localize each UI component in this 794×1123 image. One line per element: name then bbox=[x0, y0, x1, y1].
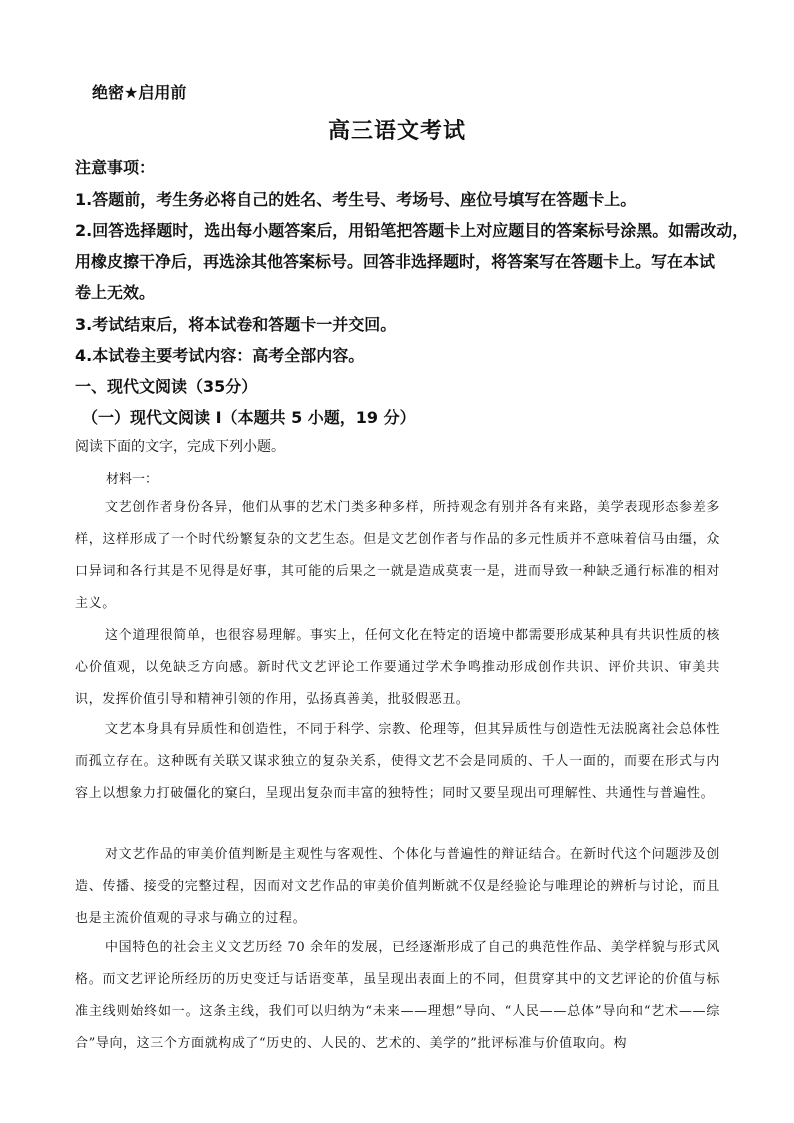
confidential-label: 绝密★启用前 bbox=[92, 83, 187, 102]
notice-heading: 注意事项： bbox=[75, 158, 156, 177]
material-paragraph-1: 文艺创作者身份各异，他们从事的艺术门类多种多样，所持观念有别并各有来路，美学表现形态参差多样，这样形成了一个时代纷繁复杂的文艺生态。但是文艺创作者与作品的多元性质并不意味着信马由缰，众口异词和各行其是不见得是好事，其可能的后果之一就是造成莫衷一是，进而导致一种缺乏通行标准的相对主义。 bbox=[75, 500, 720, 611]
page-title: 高三语文考试 bbox=[327, 118, 466, 144]
notice-item-2-line-2: 用橡皮擦干净后，再选涂其他答案标号。回答非选择题时，将答案写在答题卡上。写在本试 bbox=[75, 252, 716, 271]
reading-instruction: 阅读下面的文字，完成下列小题。 bbox=[75, 439, 285, 455]
material-paragraph-3: 文艺本身具有异质性和创造性，不同于科学、宗教、伦理等，但其异质性与创造性无法脱离社会总体性而孤立存在。这种既有关联又谋求独立的复杂关系，使得文艺不会是同质的、千人一面的，而要在形式与内容上以想象力打破僵化的窠臼，呈现出复杂而丰富的独特性；同时又要呈现出可理解性、共通性与普遍性。 bbox=[75, 722, 720, 801]
notice-item-4: 4.本试卷主要考试内容：高考全部内容。 bbox=[75, 346, 365, 365]
notice-item-2-line-1: 2.回答选择题时，选出每小题答案后，用铅笔把答题卡上对应题目的答案标号涂黑。如需改动， bbox=[75, 221, 749, 240]
material-label: 材料一： bbox=[106, 472, 159, 487]
notice-item-3: 3.考试结束后，将本试卷和答题卡一并交回。 bbox=[75, 315, 397, 334]
material-paragraph-4: 对文艺作品的审美价值判断是主观性与客观性、个体化与普遍性的辩证结合。在新时代这个问题涉及创造、传播、接受的完整过程，因而对文艺作品的审美价值判断就不仅是经验论与唯理论的辨析与讨论，而且也是主流价值观的寻求与确立的过程。 bbox=[75, 847, 720, 926]
subsection-heading: （一）现代文阅读 I（本题共 5 小题，19 分） bbox=[82, 408, 416, 427]
notice-item-2-line-3: 卷上无效。 bbox=[75, 283, 156, 302]
material-paragraph-2: 这个道理很简单，也很容易理解。事实上，任何文化在特定的语境中都需要形成某种具有共识性质的核心价值观，以免缺乏方向感。新时代文艺评论工作要通过学术争鸣推动形成创作共识、评价共识、审美共识，发挥价值引导和精神引领的作用，弘扬真善美，批驳假恶丑。 bbox=[75, 628, 720, 707]
material-paragraph-5: 中国特色的社会主义文艺历经 70 余年的发展，已经逐渐形成了自己的典范性作品、美学样貌与形式风格。而文艺评论所经历的历史变迁与话语变革，虽呈现出表面上的不同，但贯穿其中的文艺评论的价值与标准主线则始终如一。这条主线，我们可以归纳为“未来——理想”导向、“人民——总体”导向和“艺术——综合”导向，这三个方面就构成了“历史的、人民的、艺术的、美学的”批评标准与价值取向。构 bbox=[75, 940, 720, 1051]
section-heading: 一、现代文阅读（35分） bbox=[75, 377, 258, 396]
notice-item-1: 1.答题前，考生务必将自己的姓名、考生号、考场号、座位号填写在答题卡上。 bbox=[75, 190, 637, 209]
